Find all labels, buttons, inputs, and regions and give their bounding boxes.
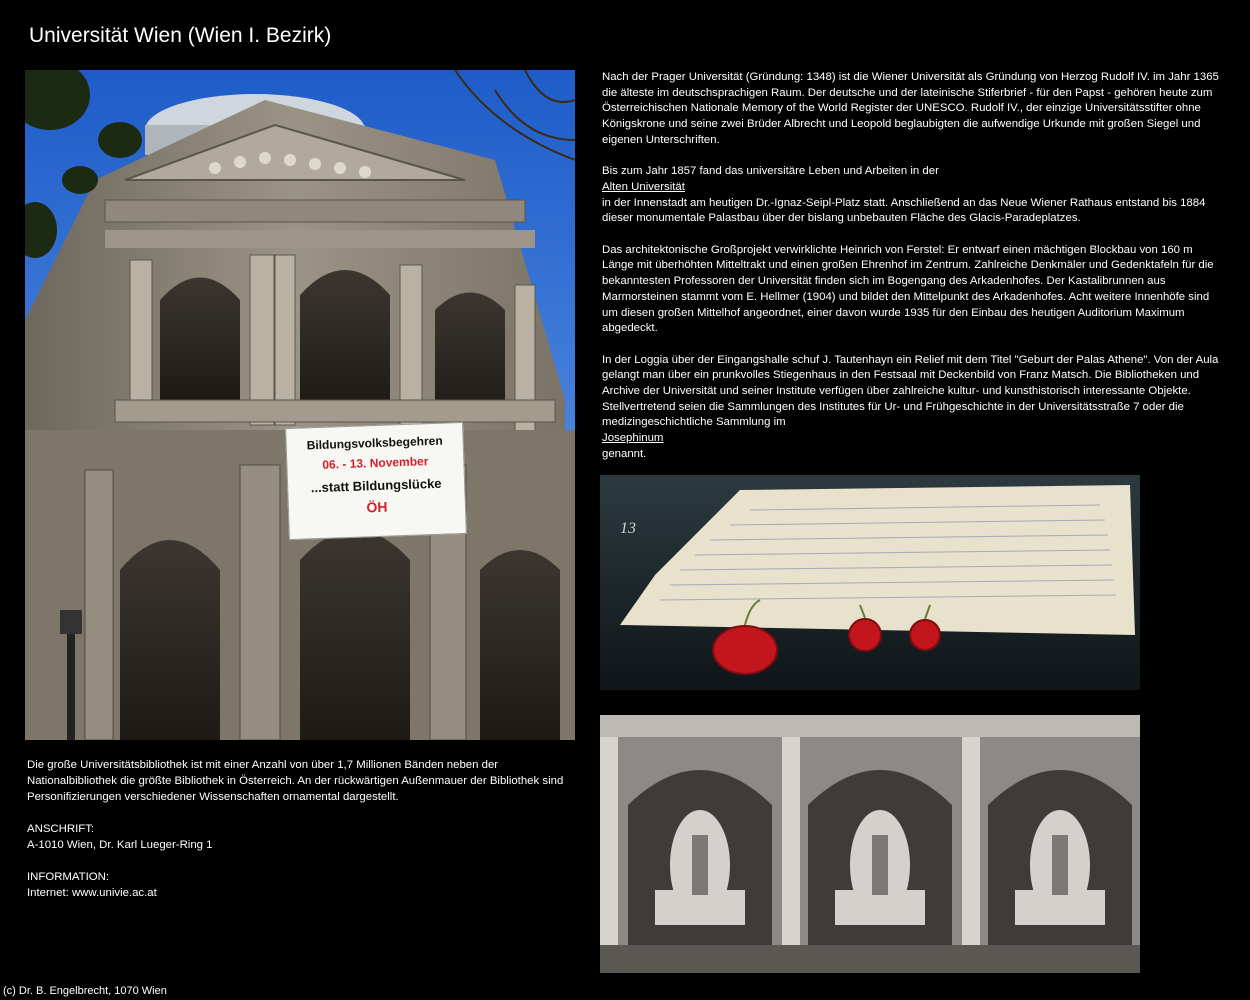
charter-illustration	[600, 475, 1140, 690]
university-building-photo	[25, 70, 575, 740]
main-description	[602, 70, 1222, 463]
paragraph-history	[602, 164, 1222, 227]
paragraph-library: Die große Universitätsbibliothek ist mit einer Anzahl von über 1,7 Millionen Bänden neben der Nationalbibliothek die größte Bibliothek in Österreich. An der rückwärtigen Außenmauer der Bibliothek sind Personifizierungen verschiedener Wissenschaften ornamental dargestellt.	[27, 759, 564, 803]
building-illustration	[25, 70, 575, 740]
paragraph-collections	[602, 353, 1222, 463]
oeh-logo-icon: ÖH	[366, 498, 388, 516]
josephinum-link[interactable]: Josephinum	[602, 432, 664, 445]
facade-illustration	[600, 715, 1140, 973]
address-value: A-1010 Wien, Dr. Karl Lueger-Ring 1	[27, 839, 213, 851]
history-intro: Bis zum Jahr 1857 fand das universitäre Leben und Arbeiten in der	[602, 165, 939, 178]
paragraph-architecture: Das architektonische Großprojekt verwirklichte Heinrich von Ferstel: Er entwarf einen mächtigen Blockbau von 160 m Länge mit überhöhten Mitteltrakt und einen großen Ehrenhof im Zentrum. Zahlreiche Denkmäler und Gedenktafeln für die bekanntesten Professoren der Universität finden sich im Bogengang des Arkadenhofes. Der Kastalibrunnen aus Marmorsteinen stammt vom E. Hellmer (1904) und bildet den Mittelpunkt des Arkadenhofes. Acht weitere Innenhöfe sind um diesen großen Mittelhof angeordnet, einer davon wurde 1935 für den Einbau des heutigen Auditorium Maximum abgedeckt.	[602, 243, 1214, 335]
address-label: ANSCHRIFT:	[27, 823, 95, 835]
alte-universitaet-link[interactable]: Alten Universität	[602, 180, 685, 193]
exhibit-number: 13	[620, 520, 636, 537]
banner-line-3: ...statt Bildungslücke	[310, 475, 442, 496]
banner-line-1: Bildungsvolksbegehren	[306, 433, 443, 453]
paragraph-founding: Nach der Prager Universität (Gründung: 1348) ist die Wiener Universität als Gründung von Herzog Rudolf IV. im Jahr 1365 die älteste im deutschsprachigen Raum. Der deutsche und der lateinische Stiferbrief - für den Papst - gehören heute zum Österreichischen Nationale Memory of the World Register der UNESCO. Rudolf IV., der einzige Universitätsstifter ohne Königskrone und seine zwei Brüder Albrecht und Leopold beglaubigten die aufwendige Urkunde mit großen Siegel und eigenen Unterschriften.	[602, 71, 1219, 146]
copyright-footer: (c) Dr. B. Engelbrecht, 1070 Wien	[3, 985, 167, 997]
charter-document-photo	[600, 475, 1140, 690]
information-section	[27, 869, 567, 901]
information-label: INFORMATION:	[27, 871, 110, 883]
protest-banner	[285, 422, 467, 540]
library-facade-photo	[600, 715, 1140, 973]
page-title: Universität Wien (Wien I. Bezirk)	[29, 24, 332, 47]
website-value: Internet: www.univie.ac.at	[27, 887, 157, 899]
address-section	[27, 821, 567, 853]
collections-intro: In der Loggia über der Eingangshalle schuf J. Tautenhayn ein Relief mit dem Titel "Geburt der Palas Athene". Von der Aula gelangt man über ein prunkvolles Stiegenhaus in den Festsaal mit Deckenbild von Franz Matsch. Die Bibliotheken und Archive der Universität und seiner Institute verfügen über zahlreiche kultur- und kunsthistorisch interessante Objekte. Stellvertretend seien die Sammlungen des Institutes für Ur- und Frühgeschichte in der Universitätsstraße 7 oder die medizingeschichtliche Sammlung im	[602, 353, 1219, 429]
collections-rest: genannt.	[602, 447, 647, 460]
library-info	[27, 757, 567, 917]
banner-line-2: 06. - 13. November	[322, 454, 429, 472]
history-rest: in der Innenstadt am heutigen Dr.-Ignaz-Seipl-Platz statt. Anschließend an das Neue Wiener Rathaus entstand bis 1884 dieser monumentale Palastbau über der bislang unbebauten Fläche des Glacis-Paradeplatzes.	[602, 196, 1206, 225]
